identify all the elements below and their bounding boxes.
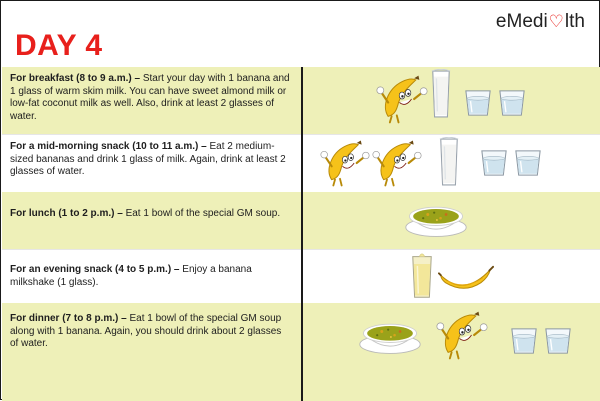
meal-text: Enjoy a banana milkshake (1 glass). <box>10 264 252 288</box>
banana-character-icon <box>376 73 428 125</box>
column-divider <box>301 67 303 401</box>
meal-illustration <box>302 250 600 303</box>
meal-description <box>2 67 300 134</box>
banana-character-icon <box>372 138 422 188</box>
logo-text-prefix: eMedi <box>495 11 548 32</box>
meal-heading: For breakfast (8 to 9 a.m.) – <box>10 73 141 84</box>
milk-glass-icon <box>438 137 460 187</box>
water-glass-icon <box>464 89 492 117</box>
water-glass-icon <box>480 149 508 177</box>
logo-text-suffix: lth <box>564 11 585 32</box>
meal-description <box>2 303 300 401</box>
meal-description <box>2 250 300 303</box>
brand-logo <box>496 11 585 33</box>
meal-heading: For dinner (7 to 8 p.m.) – <box>10 313 127 324</box>
milkshake-glass-icon <box>410 252 434 300</box>
soup-bowl-icon <box>358 317 422 357</box>
soup-bowl-icon <box>404 200 468 240</box>
water-glass-icon <box>498 89 526 117</box>
meal-description <box>2 192 300 249</box>
meal-heading: For a mid-morning snack (10 to 11 a.m.) – <box>10 141 207 152</box>
banana-character-icon <box>436 309 488 361</box>
meal-illustration <box>302 67 600 134</box>
meal-text: Eat 1 bowl of the special GM soup along with 1 banana. Again, you should drink about 2 glasses of water. <box>10 313 282 349</box>
meal-illustration <box>302 303 600 401</box>
heart-icon: ♡ <box>548 12 564 31</box>
water-glass-icon <box>544 327 572 355</box>
meal-heading: For an evening snack (4 to 5 p.m.) – <box>10 264 180 275</box>
meal-text: Eat 1 bowl of the special GM soup. <box>122 208 281 219</box>
meal-text: Start your day with 1 banana and 1 glass of warm skim milk. You can have sweet almond milk or low-fat coconut milk as well. Also, drink at least 2 glasses of water. <box>10 73 290 122</box>
milk-glass-icon <box>430 69 452 119</box>
meal-illustration <box>302 192 600 249</box>
water-glass-icon <box>514 149 542 177</box>
page-title: DAY 4 <box>15 29 103 62</box>
meal-text: Eat 2 medium-sized bananas and drink 1 glass of milk. Again, drink at least 2 glasses of water. <box>10 141 286 177</box>
meal-heading: For lunch (1 to 2 p.m.) – <box>10 208 123 219</box>
meal-description <box>2 135 300 192</box>
water-glass-icon <box>510 327 538 355</box>
meal-illustration <box>302 135 600 192</box>
banana-character-icon <box>320 138 370 188</box>
banana-icon <box>438 264 494 292</box>
